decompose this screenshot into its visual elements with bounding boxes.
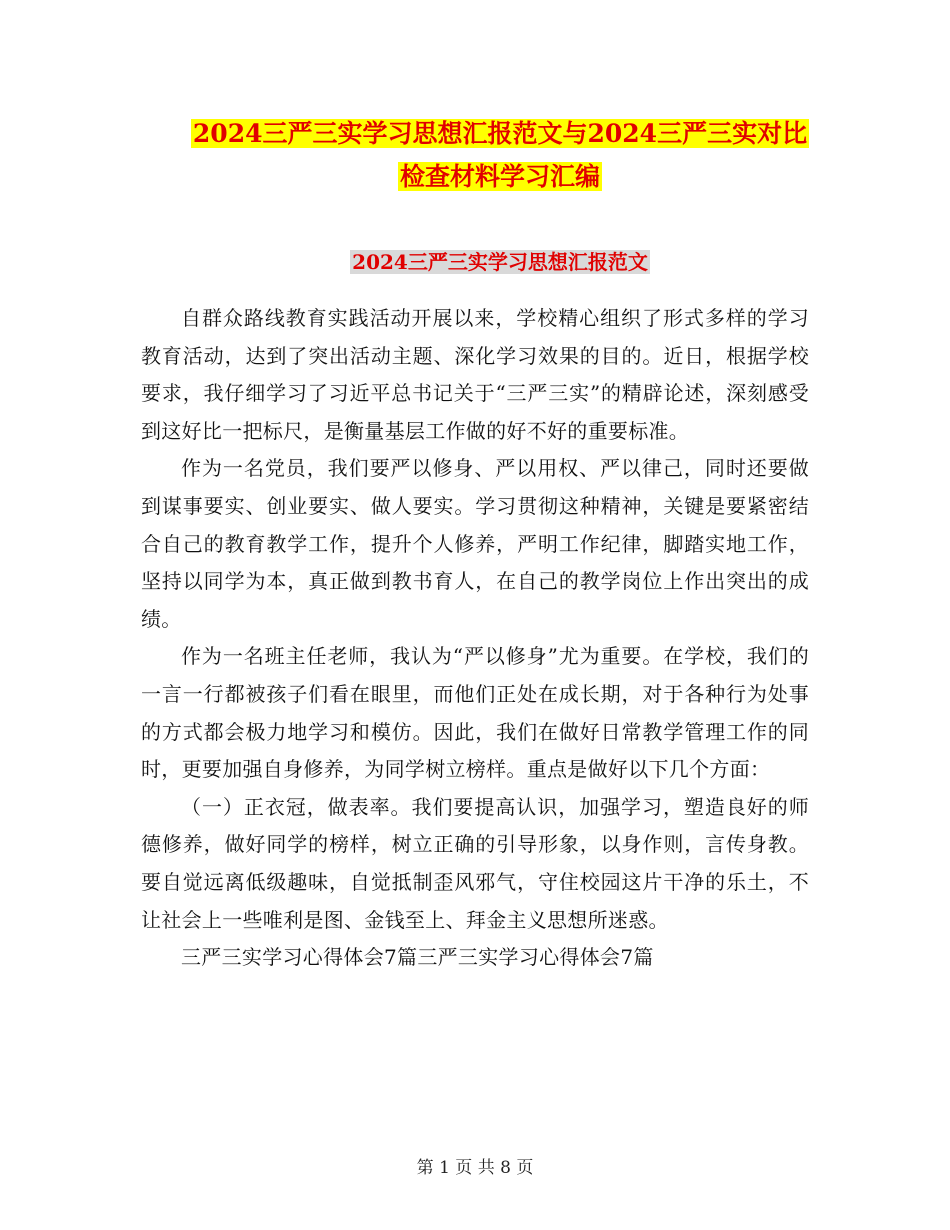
section-heading: [140, 244, 860, 280]
document-title-line-2: [140, 155, 860, 199]
title-highlight-1: 2024三严三实学习思想汇报范文与2024三严三实对比: [192, 119, 808, 148]
document-body: [141, 300, 809, 977]
paragraph-3: 作为一名班主任老师，我认为“严以修身”尤为重要。在学校，我们的一言一行都被孩子们看在眼里，而他们正处在成长期，对于各种行为处事的方式都会极力地学习和模仿。因此，我们在做好日常教学管理工作的同时，更要加强自身修养，为同学树立榜样。重点是做好以下几个方面：: [141, 644, 809, 782]
page-number-footer: 第 1 页 共 8 页: [416, 1158, 534, 1178]
paragraph-2: 作为一名党员，我们要严以修身、严以用权、严以律己，同时还要做到谋事要实、创业要实、做人要实。学习贯彻这种精神，关键是要紧密结合自己的教育教学工作，提升个人修养，严明工作纪律，脚踏实地工作，坚持以同学为本，真正做到教书育人，在自己的教学岗位上作出突出的成绩。: [141, 456, 809, 631]
paragraph-5: 三严三实学习心得体会7篇三严三实学习心得体会7篇: [181, 945, 654, 970]
section-heading-text: 2024三严三实学习思想汇报范文: [352, 250, 648, 274]
paragraph-4: （一）正衣冠，做表率。我们要提高认识，加强学习，塑造良好的师德修养，做好同学的榜样，树立正确的引导形象，以身作则，言传身教。要自觉远离低级趣味，自觉抵制歪风邪气，守住校园这片干净的乐土，不让社会上一些唯利是图、金钱至上、拜金主义思想所迷惑。: [141, 794, 809, 932]
paragraph-1: 自群众路线教育实践活动开展以来，学校精心组织了形式多样的学习教育活动，达到了突出活动主题、深化学习效果的目的。近日，根据学校要求，我仔细学习了习近平总书记关于“三严三实”的精辟论述，深刻感受到这好比一把标尺，是衡量基层工作做的好不好的重要标准。: [141, 306, 809, 443]
title-highlight-2: 检查材料学习汇编: [399, 162, 600, 191]
document-title-line-1: [140, 112, 860, 156]
